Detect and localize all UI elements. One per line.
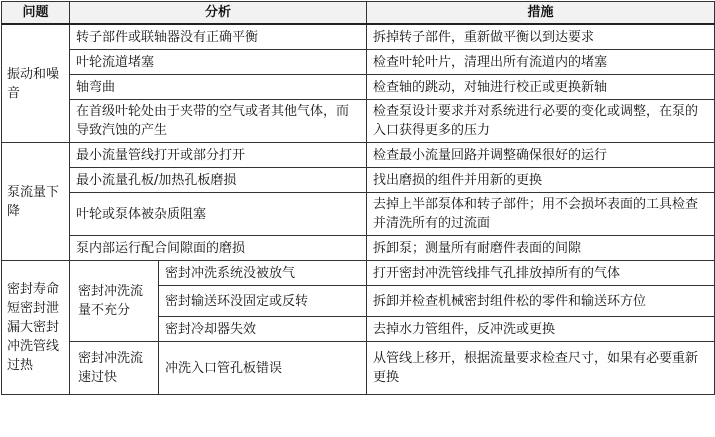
measure-cell: 从管线上移开，根据流量要求检查尺寸，如果有必要重新更换 xyxy=(367,342,715,395)
problem-cell: 密封寿命短密封泄漏大密封冲洗管线过热 xyxy=(2,261,70,395)
analysis-cell: 叶轮流道堵塞 xyxy=(70,50,367,75)
table-row xyxy=(2,342,715,395)
table-row xyxy=(2,168,715,193)
table-row xyxy=(2,261,715,286)
measure-cell: 检查轴的跳动，对轴进行校正或更换新轴 xyxy=(367,75,715,100)
table-container xyxy=(1,1,714,435)
header-row xyxy=(2,2,715,25)
table-row xyxy=(2,193,715,236)
analysis-cell: 叶轮或泵体被杂质阻塞 xyxy=(70,193,367,236)
header-analysis: 分析 xyxy=(70,2,367,25)
analysis-cell: 密封输送环没固定或反转 xyxy=(159,286,367,317)
table-row xyxy=(2,50,715,75)
table-row xyxy=(2,75,715,100)
measure-cell: 检查最小流量回路并调整确保很好的运行 xyxy=(367,143,715,168)
table-row xyxy=(2,100,715,143)
analysis-cell: 转子部件或联轴器没有正确平衡 xyxy=(70,24,367,50)
troubleshooting-table xyxy=(1,1,715,395)
problem-cell: 泵流量下降 xyxy=(2,143,70,261)
table-row xyxy=(2,236,715,261)
problem-cell: 振动和噪音 xyxy=(2,24,70,143)
analysis-cell: 冲洗入口管孔板错误 xyxy=(159,342,367,395)
subgroup-cell: 密封冲洗流速过快 xyxy=(70,342,159,395)
analysis-cell: 轴弯曲 xyxy=(70,75,367,100)
subgroup-cell: 密封冲洗流量不充分 xyxy=(70,261,159,342)
measure-cell: 找出磨损的组件并用新的更换 xyxy=(367,168,715,193)
measure-cell: 拆卸并检查机械密封组件松的零件和输送环方位 xyxy=(367,286,715,317)
analysis-cell: 最小流量管线打开或部分打开 xyxy=(70,143,367,168)
measure-cell: 拆卸泵；测量所有耐磨件表面的间隙 xyxy=(367,236,715,261)
analysis-cell: 最小流量孔板/加热孔板磨损 xyxy=(70,168,367,193)
analysis-cell: 在首级叶轮处由于夹带的空气或者其他气体，而导致汽蚀的产生 xyxy=(70,100,367,143)
analysis-cell: 泵内部运行配合间隙面的磨损 xyxy=(70,236,367,261)
measure-cell: 拆掉转子部件，重新做平衡以到达要求 xyxy=(367,24,715,50)
header-problem: 问题 xyxy=(2,2,70,25)
measure-cell: 打开密封冲洗管线排气孔排放掉所有的气体 xyxy=(367,261,715,286)
header-measure: 措施 xyxy=(367,2,715,25)
analysis-cell: 密封冲洗系统没被放气 xyxy=(159,261,367,286)
table-row xyxy=(2,143,715,168)
measure-cell: 检查泵设计要求并对系统进行必要的变化或调整，在泵的入口获得更多的压力 xyxy=(367,100,715,143)
table-row xyxy=(2,24,715,50)
measure-cell: 检查叶轮叶片，清理出所有流道内的堵塞 xyxy=(367,50,715,75)
analysis-cell: 密封冷却器失效 xyxy=(159,317,367,342)
measure-cell: 去掉上半部泵体和转子部件；用不会损坏表面的工具检查并清洗所有的过流面 xyxy=(367,193,715,236)
measure-cell: 去掉水力管组件，反冲洗或更换 xyxy=(367,317,715,342)
